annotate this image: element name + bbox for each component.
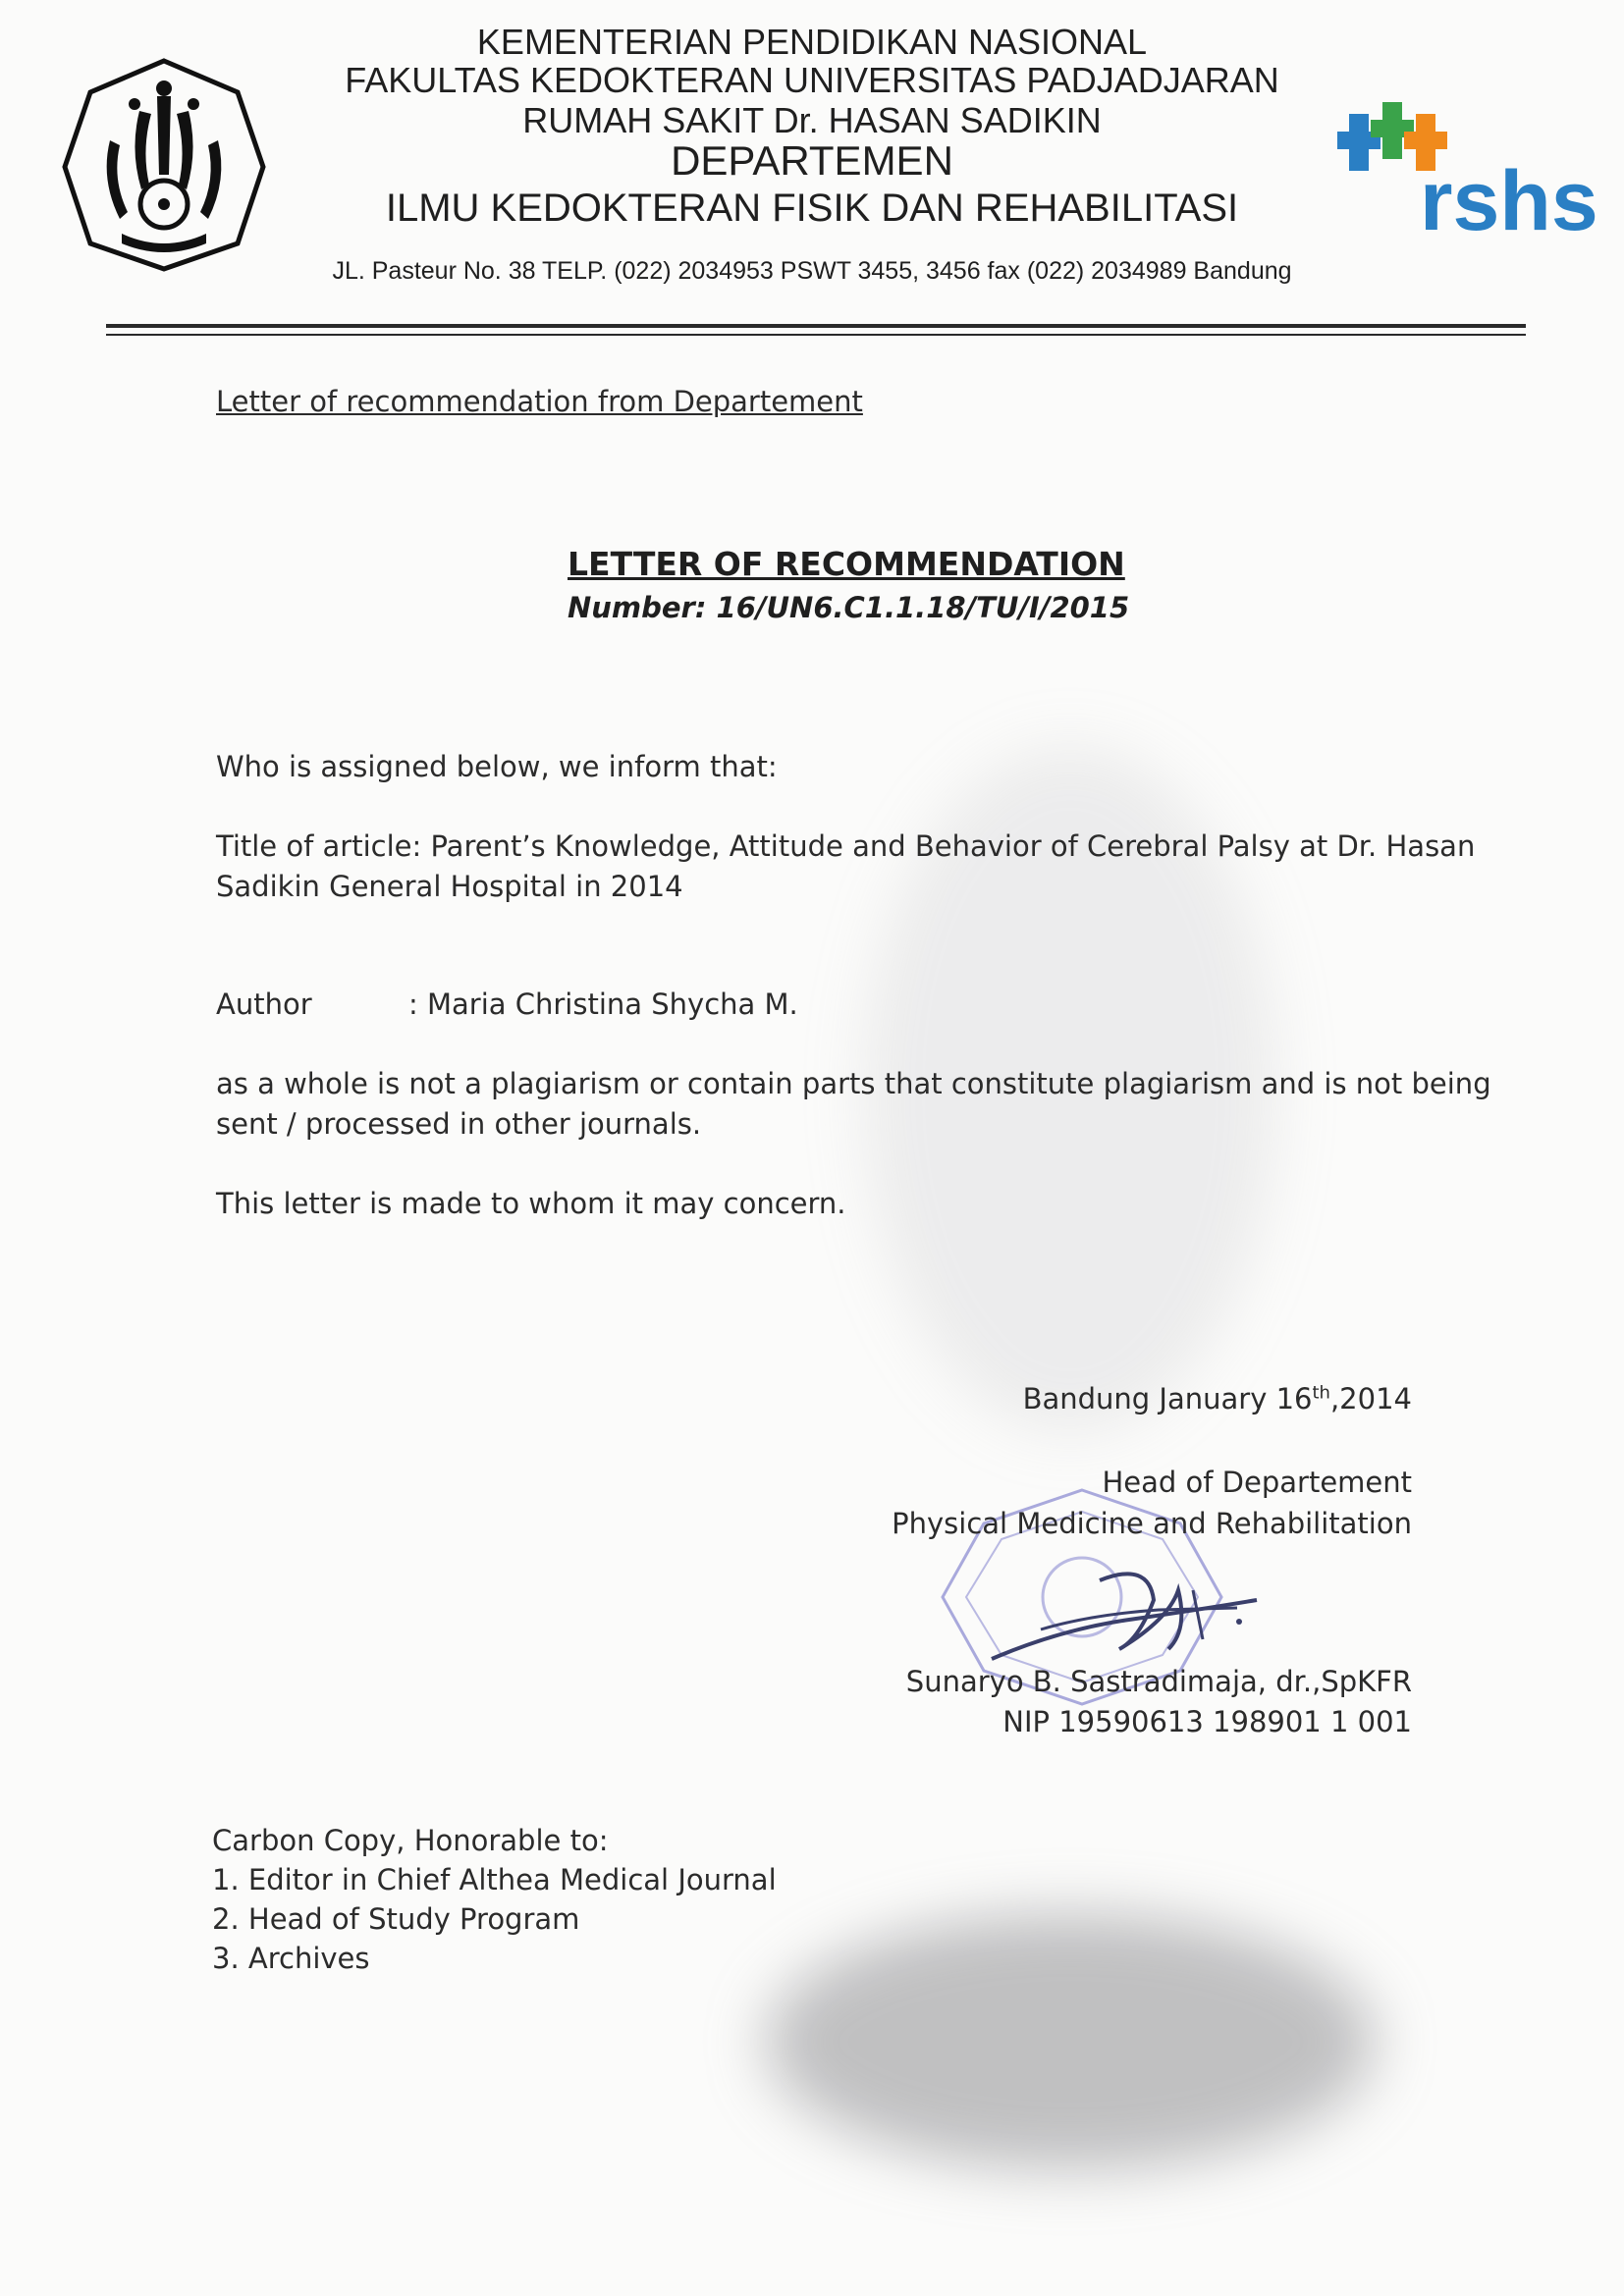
signer-role: Head of Departement <box>1102 1466 1412 1499</box>
statement-line1: as a whole is not a plagiarism or contain parts that constitute plagiarism and is not being <box>216 1067 1491 1100</box>
letterhead-faculty: FAKULTAS KEDOKTERAN UNIVERSITAS PADJADJARAN <box>345 60 1279 100</box>
letterhead-ministry: KEMENTERIAN PENDIDIKAN NASIONAL <box>476 22 1148 62</box>
carbon-copy-item: 3. Archives <box>212 1942 370 1975</box>
closing-line: This letter is made to whom it may concern. <box>216 1187 846 1220</box>
letter-date: Bandung January 16th,2014 <box>1022 1382 1412 1415</box>
letterhead-department: DEPARTEMEN <box>671 137 953 184</box>
signer-nip: NIP 19590613 198901 1 001 <box>1002 1705 1412 1738</box>
letterhead-divider-thin <box>106 334 1526 336</box>
subject-line: Letter of recommendation from Departement <box>216 385 863 418</box>
signer-name: Sunaryo B. Sastradimaja, dr.,SpKFR <box>905 1665 1412 1698</box>
document-number: Number: 16/UN6.C1.1.18/TU/I/2015 <box>568 591 1130 624</box>
carbon-copy-title: Carbon Copy, Honorable to: <box>212 1824 609 1857</box>
signer-department: Physical Medicine and Rehabilitation <box>892 1507 1412 1540</box>
document-title: LETTER OF RECOMMENDATION <box>568 545 1125 583</box>
article-title-line1: Title of article: Parent’s Knowledge, Attitude and Behavior of Cerebral Palsy at Dr. Hasan <box>216 829 1476 863</box>
handwritten-signature <box>982 1561 1267 1679</box>
author-label: Author <box>216 988 312 1021</box>
letterhead-divider-thick <box>106 324 1526 328</box>
article-title-line2: Sadikin General Hospital in 2014 <box>216 870 683 903</box>
letterhead-hospital: RUMAH SAKIT Dr. HASAN SADIKIN <box>522 100 1102 140</box>
letterhead-address: JL. Pasteur No. 38 TELP. (022) 2034953 PSWT 3455, 3456 fax (022) 2034989 Bandung <box>332 257 1292 285</box>
rshs-logo-text: rshs <box>1420 154 1598 248</box>
shadow-artifact-lower <box>766 1914 1375 2169</box>
statement-line2: sent / processed in other journals. <box>216 1107 702 1141</box>
carbon-copy-item: 2. Head of Study Program <box>212 1902 580 1936</box>
carbon-copy-item: 1. Editor in Chief Althea Medical Journal <box>212 1863 777 1896</box>
author-value: : Maria Christina Shycha M. <box>408 988 798 1021</box>
body-intro: Who is assigned below, we inform that: <box>216 750 778 783</box>
letterhead-department-name: ILMU KEDOKTERAN FISIK DAN REHABILITASI <box>385 187 1239 230</box>
